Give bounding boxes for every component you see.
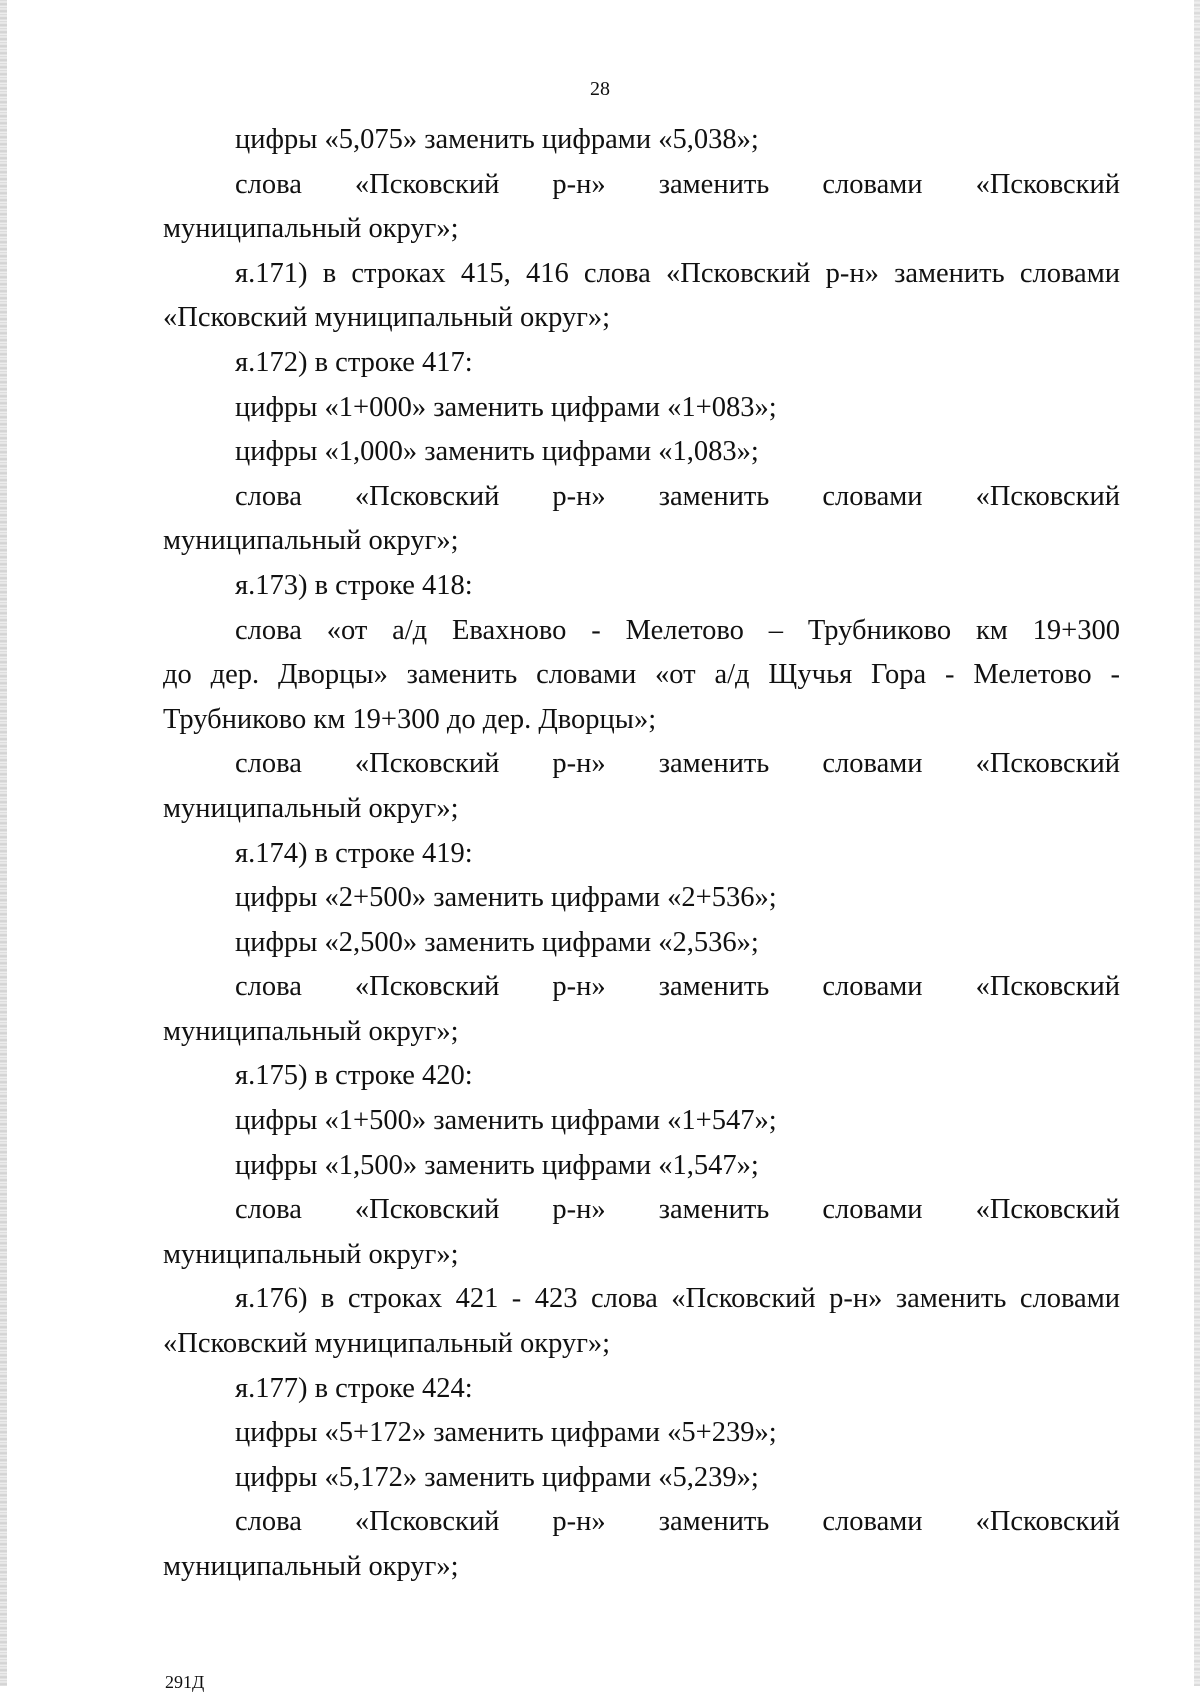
text-line: цифры «1,500» заменить цифрами «1,547»;: [235, 1149, 759, 1181]
text-line: цифры «5,075» заменить цифрами «5,038»;: [235, 124, 759, 155]
text-line: я.173) в строке 418:: [235, 569, 473, 601]
text-line: цифры «1+500» заменить цифрами «1+547»;: [235, 1105, 777, 1137]
text-line: муниципальный округ»;: [163, 1238, 459, 1270]
text-line: слова «Псковский р-н» заменить словами «Псковский: [235, 1194, 1120, 1226]
text-line: цифры «1,000» заменить цифрами «1,083»;: [235, 436, 759, 468]
text-line: «Псковский муниципальный округ»;: [163, 302, 611, 334]
text-line: Трубниково км 19+300 до дер. Дворцы»;: [163, 703, 657, 735]
page-number: 28: [590, 78, 610, 100]
text-line: я.177) в строке 424:: [235, 1372, 473, 1404]
text-line: я.171) в строках 415, 416 слова «Псковский р-н» заменить словами: [235, 257, 1120, 289]
text-line: цифры «2+500» заменить цифрами «2+536»;: [235, 882, 777, 914]
text-line: муниципальный округ»;: [163, 1015, 459, 1047]
text-line: муниципальный округ»;: [163, 792, 459, 824]
text-line: я.172) в строке 417:: [235, 346, 473, 378]
text-line: цифры «2,500» заменить цифрами «2,536»;: [235, 926, 759, 958]
text-line: муниципальный округ»;: [163, 525, 459, 557]
text-line: цифры «1+000» заменить цифрами «1+083»;: [235, 391, 777, 423]
text-line: цифры «5,172» заменить цифрами «5,239»;: [235, 1461, 759, 1493]
text-line: «Псковский муниципальный округ»;: [163, 1328, 611, 1360]
text-line: муниципальный округ»;: [163, 1551, 459, 1582]
text-line: слова «Псковский р-н» заменить словами «Псковский: [235, 971, 1120, 1003]
text-line: муниципальный округ»;: [163, 213, 459, 245]
text-line: цифры «5+172» заменить цифрами «5+239»;: [235, 1417, 777, 1449]
text-line: слова «от а/д Евахново - Мелетово – Трубниково км 19+300: [235, 614, 1120, 646]
scan-edge-left: [0, 0, 7, 1686]
text-line: слова «Псковский р-н» заменить словами «Псковский: [235, 168, 1120, 200]
text-line: до дер. Дворцы» заменить словами «от а/д Щучья Гора - Мелетово -: [163, 659, 1120, 691]
document-body: [163, 118, 1120, 1590]
text-line: слова «Псковский р-н» заменить словами «Псковский: [235, 748, 1120, 780]
text-line: я.175) в строке 420:: [235, 1060, 473, 1092]
text-line: я.174) в строке 419:: [235, 837, 473, 869]
text-line: слова «Псковский р-н» заменить словами «Псковский: [235, 480, 1120, 512]
text-line: я.176) в строках 421 - 423 слова «Псковский р-н» заменить словами: [235, 1283, 1120, 1315]
scan-edge-right: [1194, 0, 1200, 1686]
text-line: слова «Псковский р-н» заменить словами «Псковский: [235, 1506, 1120, 1538]
document-code: 291Д: [165, 1672, 205, 1692]
